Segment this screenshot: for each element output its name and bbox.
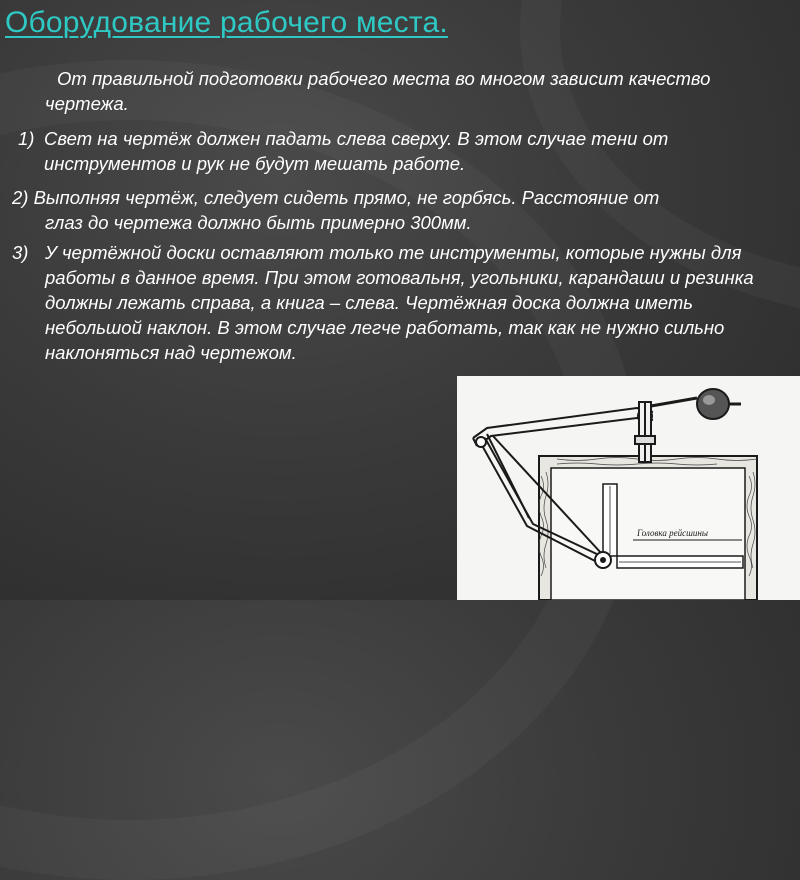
support-post <box>635 402 655 462</box>
counterweight <box>651 389 741 419</box>
list-item-2 <box>12 185 792 235</box>
horizontal-ruler <box>617 556 743 568</box>
list-number: 3) <box>12 242 29 263</box>
list-number: 1) <box>18 128 35 149</box>
list-item-1 <box>18 126 788 176</box>
list-item-text-first: Выполняя чертёж, следует сидеть прямо, не горбясь. Расстояние от <box>33 187 660 208</box>
list-item-3 <box>12 240 792 365</box>
list-item-text: Свет на чертёж должен падать слева сверху. В этом случае тени от инструментов и рук не будут мешать работе. <box>44 128 669 174</box>
intro-paragraph: От правильной подготовки рабочего места во многом зависит качество чертежа. <box>45 68 711 114</box>
pulley-icon <box>476 437 486 447</box>
drawing-board-illustration <box>457 376 800 600</box>
slide-title: Оборудование рабочего места. <box>5 6 448 39</box>
protractor-pivot <box>600 557 606 563</box>
figure-label: Головка рейсшины <box>637 528 708 538</box>
vertical-ruler <box>603 484 617 556</box>
list-item-text-rest: глаз до чертежа должно быть примерно 300мм. <box>45 212 472 233</box>
list-item-text: У чертёжной доски оставляют только те инструменты, которые нужны для работы в данное время. При этом готовальня, угольники, карандаши и резинка должны лежать справа, а книга – слева. Чертёжная доска должна иметь небольшой наклон. В этом случае легче работать, так как не нужно сильно наклоняться над чертежом. <box>45 242 754 363</box>
list-number: 2) <box>12 187 29 208</box>
drawing-board-svg <box>457 376 800 600</box>
